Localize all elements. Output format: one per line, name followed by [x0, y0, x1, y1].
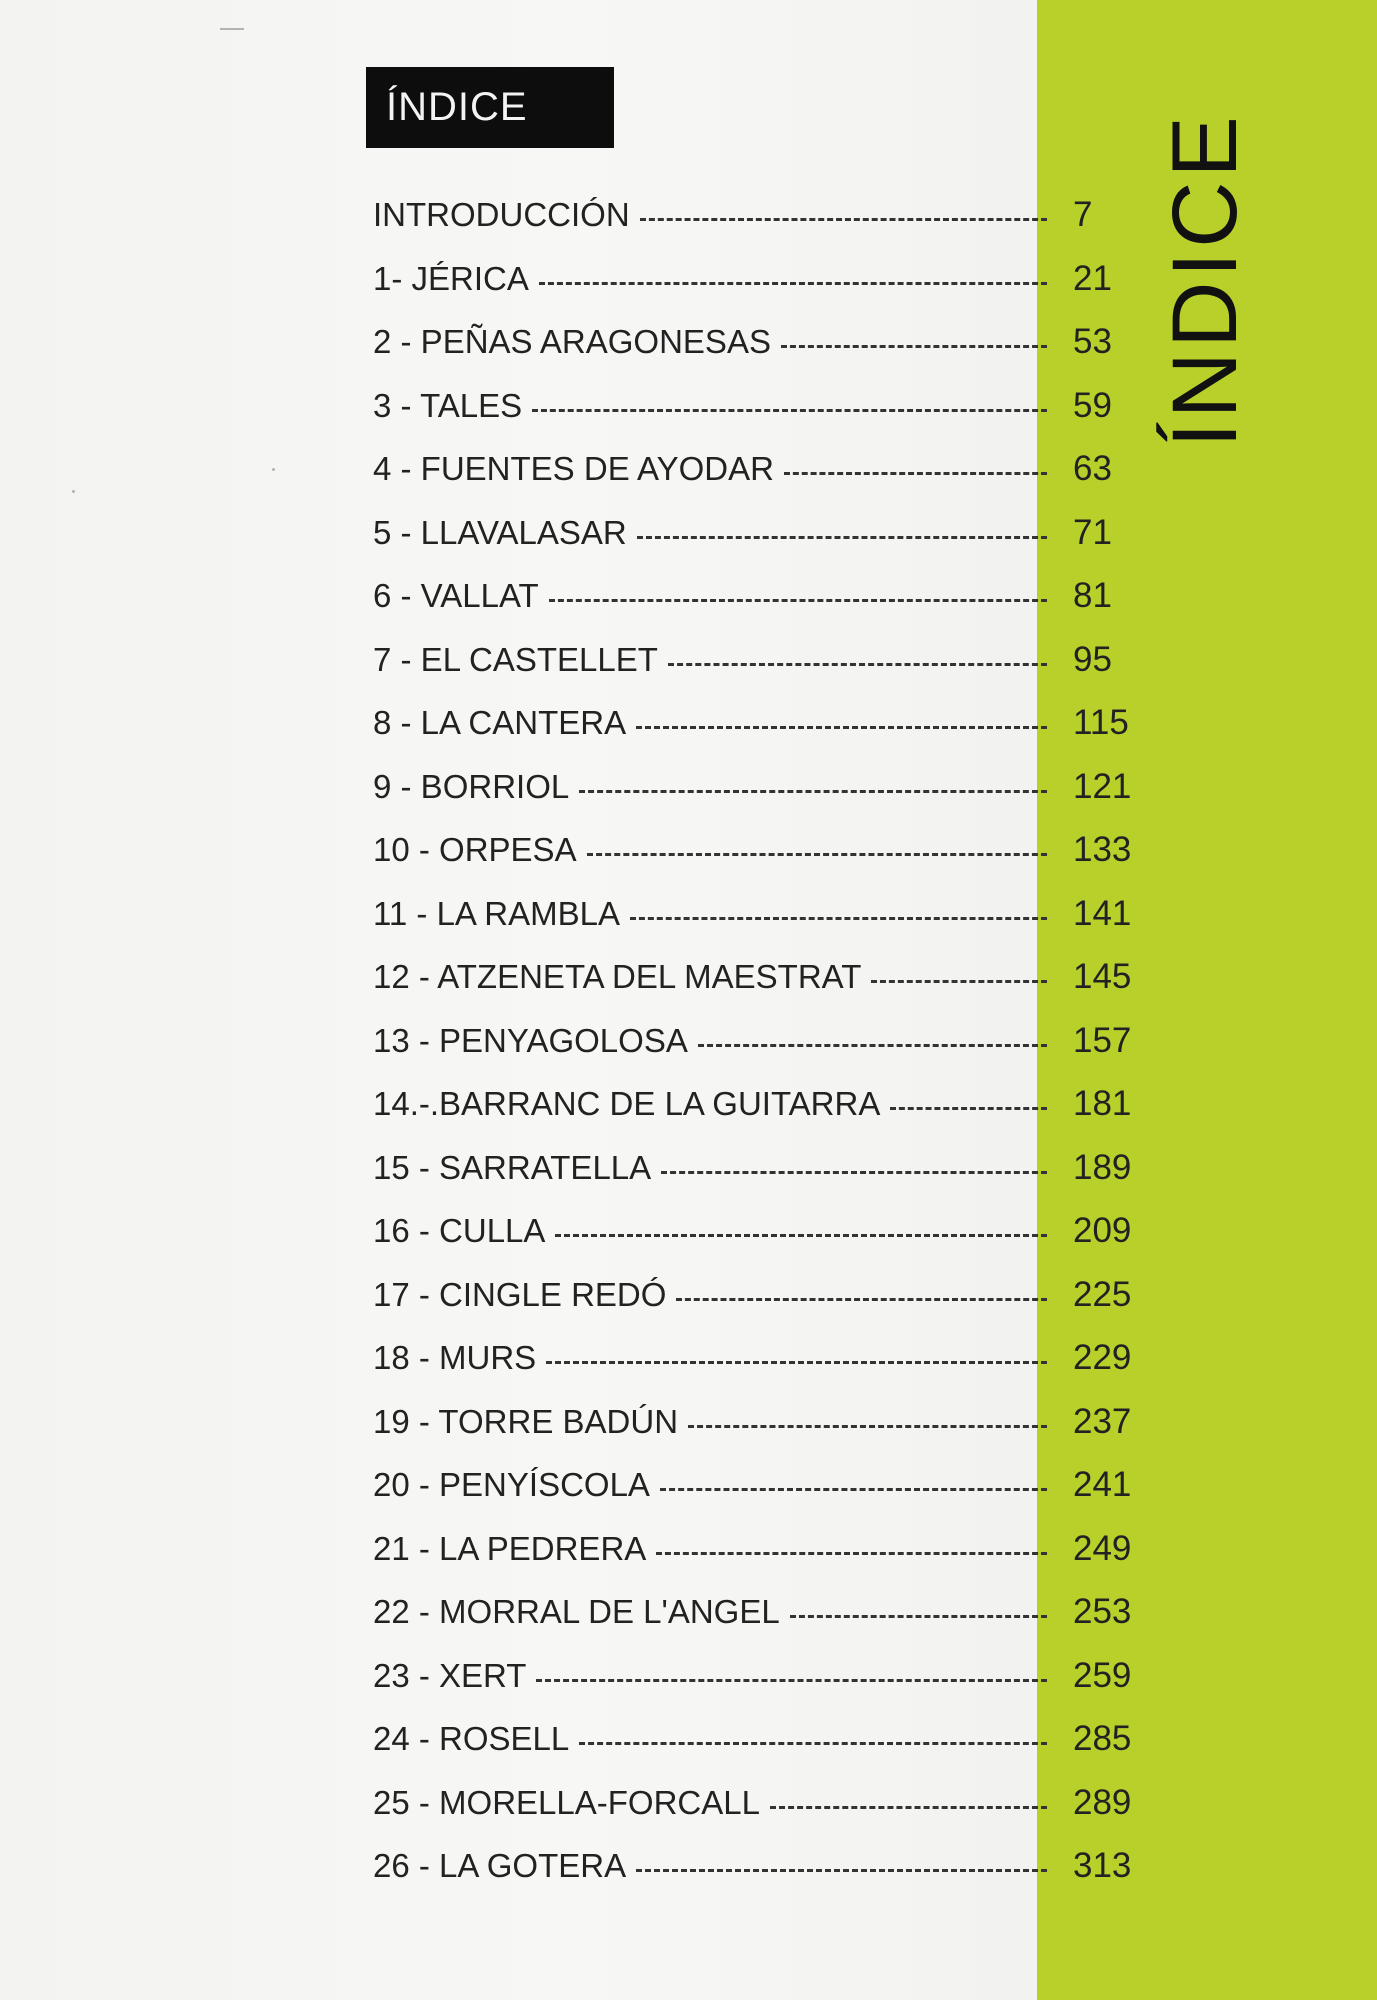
toc-dot-leader [781, 345, 1047, 348]
toc-entry-label: 7 - EL CASTELLET [373, 640, 658, 678]
vertical-section-title: ÍNDICE [1154, 112, 1256, 448]
toc-entry[interactable] [373, 1517, 1143, 1581]
toc-entry[interactable] [373, 1453, 1143, 1517]
toc-entry[interactable] [373, 755, 1143, 819]
toc-entry[interactable] [373, 1644, 1143, 1708]
toc-page-number: 121 [1073, 766, 1132, 806]
toc-entry[interactable] [373, 1199, 1143, 1263]
toc-entry-label: 21 - LA PEDRERA [373, 1529, 647, 1567]
toc-entry[interactable] [373, 374, 1143, 438]
toc-page-number: 59 [1073, 385, 1112, 425]
toc-entry[interactable] [373, 945, 1143, 1009]
toc-dot-leader [660, 1488, 1047, 1491]
toc-dot-leader [698, 1044, 1047, 1047]
toc-page-number: 249 [1073, 1528, 1132, 1568]
toc-dot-leader [636, 1869, 1047, 1872]
toc-entry-label: 13 - PENYAGOLOSA [373, 1021, 688, 1059]
toc-entry-label: INTRODUCCIÓN [373, 196, 630, 234]
toc-entry[interactable] [373, 1834, 1143, 1898]
toc-entry[interactable] [373, 691, 1143, 755]
toc-page-number: 21 [1073, 258, 1112, 298]
toc-page-number: 209 [1073, 1211, 1132, 1251]
toc-entry[interactable] [373, 564, 1143, 628]
toc-page-number: 289 [1073, 1782, 1132, 1822]
toc-entry-label: 26 - LA GOTERA [373, 1847, 627, 1885]
toc-entry[interactable] [373, 628, 1143, 692]
toc-entry[interactable] [373, 1009, 1143, 1073]
toc-entry[interactable] [373, 310, 1143, 374]
toc-dot-leader [579, 1742, 1047, 1745]
toc-dot-leader [549, 599, 1047, 602]
toc-entry[interactable] [373, 882, 1143, 946]
toc-entry[interactable] [373, 1326, 1143, 1390]
toc-entry-label: 12 - ATZENETA DEL MAESTRAT [373, 958, 862, 996]
toc-entry[interactable] [373, 437, 1143, 501]
toc-entry-label: 16 - CULLA [373, 1212, 546, 1250]
toc-dot-leader [640, 218, 1047, 221]
toc-page-number: 285 [1073, 1719, 1132, 1759]
toc-dot-leader [770, 1806, 1047, 1809]
toc-entry[interactable] [373, 501, 1143, 565]
toc-page-number: 225 [1073, 1274, 1132, 1314]
toc-dot-leader [676, 1298, 1047, 1301]
toc-page-number: 313 [1073, 1846, 1132, 1886]
toc-page-number: 53 [1073, 322, 1112, 362]
toc-entry[interactable] [373, 1072, 1143, 1136]
toc-entry[interactable] [373, 1771, 1143, 1835]
table-of-contents [373, 183, 1143, 1898]
toc-page-number: 7 [1073, 195, 1093, 235]
toc-entry-label: 11 - LA RAMBLA [373, 894, 621, 932]
toc-dot-leader [790, 1615, 1047, 1618]
page-title: ÍNDICE [386, 85, 528, 129]
toc-entry-label: 20 - PENYÍSCOLA [373, 1466, 650, 1504]
toc-dot-leader [539, 282, 1047, 285]
toc-dot-leader [636, 726, 1047, 729]
toc-dot-leader [532, 409, 1047, 412]
toc-page-number: 189 [1073, 1147, 1132, 1187]
toc-page-number: 237 [1073, 1401, 1132, 1441]
toc-entry[interactable] [373, 818, 1143, 882]
toc-dot-leader [688, 1425, 1047, 1428]
toc-entry-label: 9 - BORRIOL [373, 767, 570, 805]
toc-entry-label: 17 - CINGLE REDÓ [373, 1275, 667, 1313]
toc-entry[interactable] [373, 1580, 1143, 1644]
toc-page-number: 63 [1073, 449, 1112, 489]
toc-page-number: 133 [1073, 830, 1132, 870]
toc-page-number: 253 [1073, 1592, 1132, 1632]
toc-page-number: 157 [1073, 1020, 1132, 1060]
toc-dot-leader [661, 1171, 1047, 1174]
toc-dot-leader [536, 1679, 1047, 1682]
paper-speck [220, 28, 244, 30]
toc-entry-label: 1- JÉRICA [373, 259, 529, 297]
toc-entry[interactable] [373, 183, 1143, 247]
title-box [366, 67, 614, 148]
toc-page-number: 181 [1073, 1084, 1132, 1124]
toc-entry-label: 4 - FUENTES DE AYODAR [373, 450, 774, 488]
toc-page-number: 259 [1073, 1655, 1132, 1695]
toc-page-number: 115 [1073, 703, 1129, 743]
toc-page-number: 95 [1073, 639, 1112, 679]
toc-page-number: 241 [1073, 1465, 1132, 1505]
toc-entry-label: 25 - MORELLA-FORCALL [373, 1783, 760, 1821]
toc-entry[interactable] [373, 1707, 1143, 1771]
toc-entry[interactable] [373, 1136, 1143, 1200]
toc-dot-leader [555, 1234, 1047, 1237]
toc-dot-leader [546, 1361, 1047, 1364]
toc-dot-leader [890, 1107, 1047, 1110]
toc-entry-label: 8 - LA CANTERA [373, 704, 627, 742]
toc-entry-label: 6 - VALLAT [373, 577, 539, 615]
toc-entry-label: 18 - MURS [373, 1339, 537, 1377]
toc-dot-leader [656, 1552, 1047, 1555]
toc-entry-label: 19 - TORRE BADÚN [373, 1402, 679, 1440]
toc-page-number: 145 [1073, 957, 1132, 997]
toc-dot-leader [587, 853, 1047, 856]
toc-page-number: 81 [1073, 576, 1112, 616]
toc-entry-label: 22 - MORRAL DE L'ANGEL [373, 1593, 780, 1631]
toc-entry[interactable] [373, 247, 1143, 311]
toc-entry-label: 15 - SARRATELLA [373, 1148, 652, 1186]
toc-entry-label: 2 - PEÑAS ARAGONESAS [373, 323, 771, 361]
toc-entry-label: 23 - XERT [373, 1656, 527, 1694]
toc-page-number: 71 [1073, 512, 1112, 552]
toc-dot-leader [871, 980, 1047, 983]
toc-dot-leader [784, 472, 1047, 475]
toc-dot-leader [630, 917, 1047, 920]
toc-dot-leader [637, 536, 1047, 539]
toc-dot-leader [668, 663, 1047, 666]
toc-dot-leader [579, 790, 1047, 793]
paper-speck [272, 468, 275, 471]
toc-entry-label: 24 - ROSELL [373, 1720, 570, 1758]
toc-page-number: 229 [1073, 1338, 1132, 1378]
toc-entry-label: 10 - ORPESA [373, 831, 577, 869]
paper-speck [72, 490, 75, 493]
toc-entry-label: 14.-.BARRANC DE LA GUITARRA [373, 1085, 881, 1123]
toc-entry-label: 5 - LLAVALASAR [373, 513, 627, 551]
toc-entry[interactable] [373, 1263, 1143, 1327]
toc-entry-label: 3 - TALES [373, 386, 523, 424]
toc-page-number: 141 [1073, 893, 1132, 933]
toc-entry[interactable] [373, 1390, 1143, 1454]
